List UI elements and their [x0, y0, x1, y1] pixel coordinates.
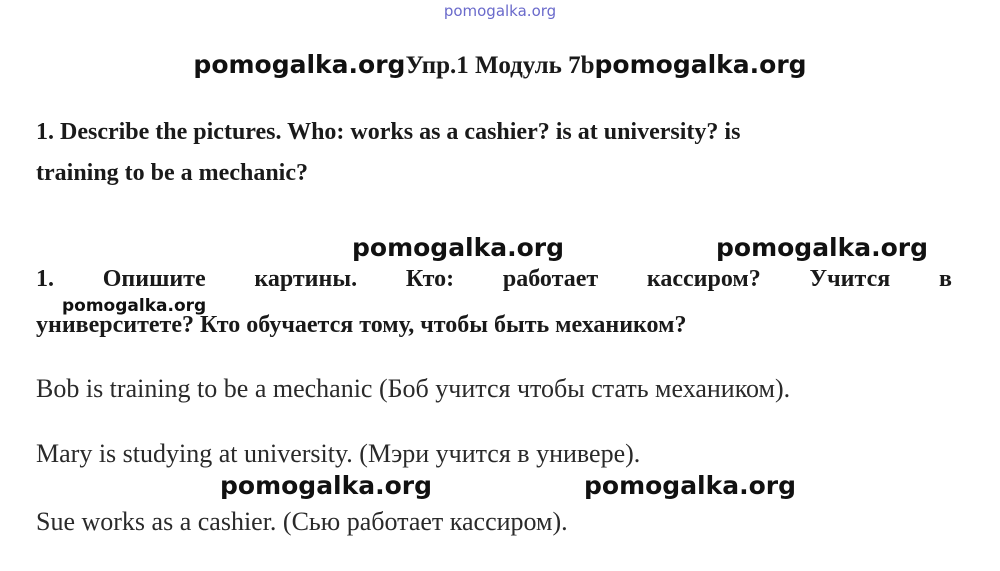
watermark-mid-2: pomogalka.org: [716, 233, 929, 262]
ru-word: работает: [502, 266, 599, 292]
page-title: Упр.1 Модуль 7b: [405, 52, 595, 79]
task-ru-line-1: [36, 266, 952, 293]
answer-mary: Mary is studying at university. (Мэри учится в универе).: [36, 439, 641, 468]
answer-bob: Bob is training to be a mechanic (Боб учится чтобы стать механиком).: [36, 374, 791, 403]
ru-word: в: [938, 266, 952, 292]
watermark-lower-2: pomogalka.org: [584, 471, 797, 500]
ru-word: Опишите: [102, 266, 206, 292]
task-en-line-2: training to be a mechanic?: [36, 160, 308, 186]
title-watermark-right: pomogalka.org: [594, 50, 807, 79]
ru-word: Учится: [809, 266, 891, 292]
title-row: [0, 50, 1000, 80]
answer-sue: Sue works as a cashier. (Сью работает кассиром).: [36, 507, 568, 536]
title-watermark-left: pomogalka.org: [193, 50, 406, 79]
watermark-lower-1: pomogalka.org: [220, 471, 433, 500]
watermark-small-left: pomogalka.org: [62, 296, 207, 316]
top-watermark: pomogalka.org: [443, 2, 557, 20]
ru-word: кассиром?: [646, 266, 761, 292]
task-ru-line-2: университете? Кто обучается тому, чтобы быть механиком?: [36, 312, 687, 338]
ru-word: картины.: [254, 266, 358, 292]
ru-word: 1.: [36, 266, 54, 292]
task-en-line-1: 1. Describe the pictures. Who: works as a cashier? is at university? is: [36, 119, 741, 145]
watermark-mid-1: pomogalka.org: [352, 233, 565, 262]
ru-word: Кто:: [405, 266, 455, 292]
